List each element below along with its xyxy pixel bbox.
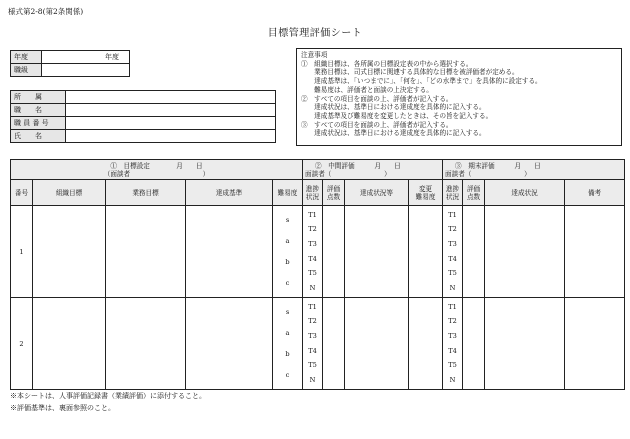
staff-number-label: 職 員 番 号: [11, 117, 66, 130]
staff-number-field[interactable]: [66, 117, 276, 130]
progress-option[interactable]: N: [309, 376, 316, 385]
position-field[interactable]: [66, 104, 276, 117]
notes-line: 難易度は、評価者と面談の上決定する。: [301, 85, 433, 94]
dept-field[interactable]: [66, 91, 276, 104]
row-number: 2: [11, 298, 33, 390]
name-field[interactable]: [66, 130, 276, 143]
col-mid-progress: [303, 180, 323, 206]
phase-final-review: [443, 160, 625, 180]
col-mid-score: [323, 180, 345, 206]
period-table: [10, 50, 130, 77]
final-status-cell[interactable]: [485, 298, 565, 390]
table-row: [11, 298, 625, 390]
col-difficulty: 難易度: [273, 180, 303, 206]
progress-option[interactable]: T5: [308, 361, 317, 370]
grade-field[interactable]: [42, 64, 130, 77]
criteria-cell[interactable]: [186, 206, 273, 298]
dept-label: 所 属: [11, 91, 66, 104]
notes-line: 達成基準及び難易度を変更したときは、その旨を記入する。: [301, 111, 493, 120]
col-label: 進捗: [305, 184, 320, 193]
progress-option[interactable]: T1: [448, 210, 457, 219]
notes-line: 達成状況は、基準日における達成度を具体的に記入する。: [301, 129, 486, 138]
phase-mid-review: [303, 160, 443, 180]
progress-option[interactable]: T4: [448, 254, 457, 263]
difficulty-option[interactable]: s: [285, 216, 290, 224]
mid-score-cell[interactable]: [323, 206, 345, 298]
remarks-cell[interactable]: [565, 206, 625, 298]
progress-option[interactable]: T3: [448, 240, 457, 249]
col-work-goal: 業務目標: [106, 180, 186, 206]
notes-line: ① 組織目標は、各所属の目標設定表の中から選択する。: [301, 59, 473, 68]
final-progress-cell[interactable]: [443, 298, 463, 390]
difficulty-cell[interactable]: [273, 298, 303, 390]
col-final-score: [463, 180, 485, 206]
progress-option[interactable]: T3: [448, 332, 457, 341]
phase-goal-setting: [11, 160, 303, 180]
progress-option[interactable]: T5: [308, 269, 317, 278]
page-title: 目標管理評価シート: [267, 28, 363, 39]
mid-score-cell[interactable]: [323, 298, 345, 390]
col-label: 難易度: [415, 192, 436, 201]
criteria-cell[interactable]: [186, 298, 273, 390]
final-progress-cell[interactable]: [443, 206, 463, 298]
col-label: 点数: [326, 192, 341, 201]
progress-option[interactable]: T2: [308, 317, 317, 326]
difficulty-option[interactable]: a: [285, 329, 290, 337]
difficulty-cell[interactable]: [273, 206, 303, 298]
notes-heading: 注意事項: [301, 51, 328, 59]
footer-note: ※評価基準は、裏面参照のこと。: [10, 404, 115, 412]
col-number: 番号: [11, 180, 33, 206]
col-label: 状況: [305, 192, 320, 201]
table-row: [11, 206, 625, 298]
col-final-progress: [443, 180, 463, 206]
progress-option[interactable]: T4: [308, 254, 317, 263]
progress-option[interactable]: T2: [448, 317, 457, 326]
col-org-goal: 組織目標: [33, 180, 106, 206]
col-remarks: 備考: [565, 180, 625, 206]
progress-option[interactable]: T5: [448, 361, 457, 370]
col-criteria: 達成基準: [186, 180, 273, 206]
progress-option[interactable]: T3: [308, 240, 317, 249]
phase-final-title: ③ 期末評価 月 日: [455, 161, 541, 170]
mid-status-cell[interactable]: [345, 298, 409, 390]
personal-table: [10, 90, 276, 143]
progress-option[interactable]: T3: [308, 332, 317, 341]
difficulty-option[interactable]: c: [285, 279, 290, 287]
phase-goal-interviewer: （面談者 ）: [103, 169, 210, 178]
difficulty-option[interactable]: b: [285, 258, 290, 266]
col-final-status: 達成状況: [485, 180, 565, 206]
name-label: 氏 名: [11, 130, 66, 143]
notes-line: 達成基準は、「いつまでに」、「何を」、「どの水準まで」を具体的に設定する。: [301, 77, 542, 86]
col-label: 評価: [326, 184, 341, 193]
phase-goal-title: ① 目標設定 月 日: [110, 161, 203, 170]
progress-option[interactable]: T1: [308, 210, 317, 219]
progress-option[interactable]: T4: [448, 346, 457, 355]
difficulty-option[interactable]: s: [285, 308, 290, 316]
row-number: 1: [11, 206, 33, 298]
progress-option[interactable]: N: [449, 376, 456, 385]
form-number: 様式第2-8(第2条関係): [8, 7, 84, 16]
col-label: 評価: [466, 184, 481, 193]
grade-label: 職級: [11, 64, 42, 77]
year-label: 年度: [11, 51, 42, 64]
notes-box: [296, 48, 622, 146]
final-score-cell[interactable]: [463, 298, 485, 390]
progress-option[interactable]: T2: [308, 225, 317, 234]
notes-line: ③ すべての項目を面談の上、評価者が記入する。: [301, 120, 453, 129]
progress-option[interactable]: T4: [308, 346, 317, 355]
position-label: 職 名: [11, 104, 66, 117]
progress-option[interactable]: T2: [448, 225, 457, 234]
mid-progress-cell[interactable]: [303, 298, 323, 390]
progress-option[interactable]: T5: [448, 269, 457, 278]
col-label: 点数: [466, 192, 481, 201]
work-goal-cell[interactable]: [106, 298, 186, 390]
col-changed-difficulty: [409, 180, 443, 206]
footer-note: ※本シートは、人事評価記録書（業績評価）に添付すること。: [10, 392, 206, 400]
evaluation-table: [10, 159, 625, 390]
col-label: 状況: [445, 192, 460, 201]
changed-difficulty-cell[interactable]: [409, 206, 443, 298]
phase-mid-title: ② 中間評価 月 日: [315, 161, 401, 170]
col-mid-status: 達成状況等: [345, 180, 409, 206]
changed-difficulty-cell[interactable]: [409, 298, 443, 390]
progress-option[interactable]: N: [449, 284, 456, 293]
notes-line: 達成状況は、基準日における達成度を具体的に記入する。: [301, 103, 486, 112]
progress-option[interactable]: T1: [448, 302, 457, 311]
work-goal-cell[interactable]: [106, 206, 186, 298]
final-score-cell[interactable]: [463, 206, 485, 298]
col-label: 変更: [418, 184, 433, 193]
difficulty-option[interactable]: c: [285, 371, 290, 379]
phase-final-interviewer: 面談者（ ）: [445, 169, 531, 178]
difficulty-option[interactable]: b: [285, 350, 290, 358]
col-label: 進捗: [445, 184, 460, 193]
mid-progress-cell[interactable]: [303, 206, 323, 298]
mid-status-cell[interactable]: [345, 206, 409, 298]
final-status-cell[interactable]: [485, 206, 565, 298]
org-goal-cell[interactable]: [33, 298, 106, 390]
org-goal-cell[interactable]: [33, 206, 106, 298]
phase-mid-interviewer: 面談者（ ）: [305, 169, 391, 178]
progress-option[interactable]: N: [309, 284, 316, 293]
notes-line: ② すべての項目を面談の上、評価者が記入する。: [301, 94, 453, 103]
difficulty-option[interactable]: a: [285, 237, 290, 245]
year-field[interactable]: 年度: [42, 51, 130, 64]
progress-option[interactable]: T1: [308, 302, 317, 311]
remarks-cell[interactable]: [565, 298, 625, 390]
notes-line: 業務目標は、司式目標に関連する具体的な目標を被評価者が定める。: [301, 68, 519, 77]
